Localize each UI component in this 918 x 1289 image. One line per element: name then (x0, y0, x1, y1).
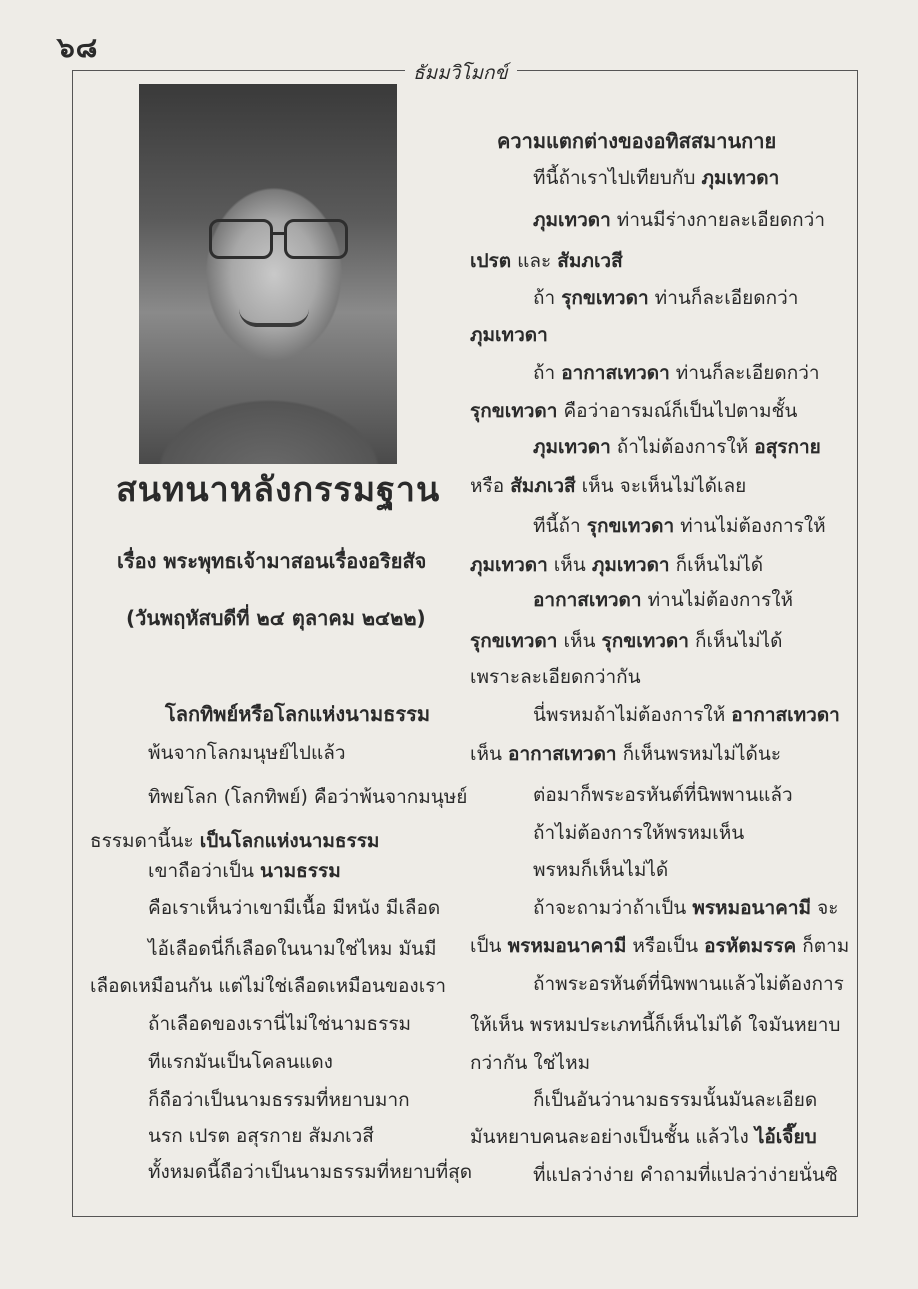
running-header: ธัมมวิโมกข์ (413, 62, 508, 84)
text-run: หรือ (470, 475, 511, 497)
glasses-right-lens (284, 219, 348, 259)
text-line (470, 246, 623, 276)
text-run: หรือเป็น (626, 935, 705, 957)
text-line (470, 320, 548, 350)
text-run: คือว่าอารมณ์ก็เป็นไปตามชั้น (557, 400, 798, 422)
text-line (533, 969, 844, 999)
smile (239, 309, 309, 327)
text-run: ท่านมีร่างกายละเอียดกว่า (610, 209, 826, 231)
text-line (533, 511, 826, 541)
text-run: จะ (811, 897, 839, 919)
text-line (470, 396, 797, 426)
left-section-heading: โลกทิพย์หรือโลกแห่งนามธรรม (165, 702, 431, 726)
text-run: นรก เปรต อสุรกาย สัมภเวสี (148, 1125, 374, 1147)
text-run: ท่านก็ละเอียดกว่า (669, 362, 820, 384)
bold-term: สัมภเวสี (557, 250, 623, 272)
article-subtitle: เรื่อง พระพุทธเจ้ามาสอนเรื่องอริยสัจ (117, 549, 427, 573)
text-run: เขาถือว่าเป็น (148, 860, 260, 882)
text-line (148, 856, 341, 886)
text-line (470, 1048, 590, 1078)
text-run: ให้เห็น พรหมประเภทนี้ก็เห็นไม่ได้ ใจมันหยาบ (470, 1014, 841, 1036)
text-line (533, 1085, 817, 1115)
text-line (533, 893, 838, 923)
text-line (148, 738, 346, 768)
text-run: กว่ากัน ใช่ไหม (470, 1052, 591, 1074)
bold-term: รุกขเทวดา (470, 400, 558, 422)
bold-term: อากาสเทวดา (533, 589, 642, 611)
text-line (148, 934, 437, 964)
text-run: มันหยาบคนละอย่างเป็นชั้น แล้วไง (470, 1126, 755, 1148)
text-line (533, 432, 821, 462)
text-line (470, 1010, 840, 1040)
text-line (470, 626, 782, 656)
text-run: และ (511, 250, 558, 272)
text-run: เลือดเหมือนกัน แต่ไม่ใช่เลือดเหมือนของเรา (90, 975, 447, 997)
text-line (470, 931, 849, 961)
bold-term: ไอ้เจี๊ยบ (754, 1126, 817, 1148)
text-run: ถ้าจะถามว่าถ้าเป็น (533, 897, 693, 919)
text-run: เห็น (557, 630, 602, 652)
text-line (533, 585, 793, 615)
bold-term: เป็นโลกแห่งนามธรรม (199, 830, 380, 852)
text-run: ต่อมาก็พระอรหันต์ที่นิพพานแล้ว (533, 784, 793, 806)
text-line (148, 1047, 333, 1077)
text-line (90, 971, 446, 1001)
text-run: ก็ถือว่าเป็นนามธรรมที่หยาบมาก (148, 1089, 410, 1111)
text-run: ท่านก็ละเอียดกว่า (648, 287, 799, 309)
text-line (533, 780, 793, 810)
text-run: เห็น จะเห็นไม่ได้เลย (575, 475, 747, 497)
text-run: ทิพยโลก (โลกทิพย์) คือว่าพ้นจากมนุษย์ (148, 786, 468, 808)
text-run: นี่พรหมถ้าไม่ต้องการให้ (533, 704, 732, 726)
text-run: ทีนี้ถ้า (533, 515, 587, 537)
bold-term: พรหมอนาคามี (692, 897, 812, 919)
article-date: (วันพฤหัสบดีที่ ๒๔ ตุลาคม ๒๔๒๒) (126, 606, 426, 630)
text-run: ก็เป็นอันว่านามธรรมนั้นมันละเอียด (533, 1089, 818, 1111)
article-title: สนทนาหลังกรรมฐาน (116, 470, 441, 510)
bold-term: รุกขเทวดา (561, 287, 649, 309)
text-run: ก็ตาม (796, 935, 850, 957)
text-line (470, 1122, 817, 1152)
text-run: ก็เห็นไม่ได้ (669, 554, 764, 576)
bold-term: ภุมเทวดา (533, 209, 611, 231)
text-run: ก็เห็นพรหมไม่ได้นะ (616, 743, 782, 765)
text-run: พรหมก็เห็นไม่ได้ (533, 859, 669, 881)
text-line (90, 826, 379, 856)
bold-term: รุกขเทวดา (601, 630, 689, 652)
text-run: ท่านไม่ต้องการให้ (674, 515, 826, 537)
bold-term: พรหมอนาคามี (507, 935, 627, 957)
bold-term: เปรต (470, 250, 512, 272)
glasses-bridge (270, 232, 286, 235)
text-run: เห็น (470, 743, 509, 765)
text-line (533, 358, 820, 388)
text-run: เป็น (470, 935, 508, 957)
text-run: ถ้าไม่ต้องการให้ (610, 436, 755, 458)
text-line (470, 550, 763, 580)
page-number: ๖๘ (57, 31, 99, 64)
text-line (148, 782, 467, 812)
text-line (533, 205, 825, 235)
text-line (470, 662, 641, 692)
right-section-heading: ความแตกต่างของอทิสสมานกาย (497, 129, 777, 153)
text-line (533, 818, 744, 848)
bold-term: ภุมเทวดา (533, 436, 611, 458)
text-line (533, 855, 668, 885)
text-line (533, 700, 840, 730)
bold-term: อากาสเทวดา (731, 704, 840, 726)
text-line (533, 163, 779, 193)
text-line (148, 1085, 410, 1115)
text-line (148, 1157, 472, 1187)
bold-term: อากาสเทวดา (508, 743, 617, 765)
text-run: ก็เห็นไม่ได้ (688, 630, 783, 652)
text-run: ถ้า (533, 362, 562, 384)
text-line (533, 1160, 838, 1190)
text-run: ทีแรกมันเป็นโคลนแดง (148, 1051, 333, 1073)
text-run: ถ้าไม่ต้องการให้พรหมเห็น (533, 822, 745, 844)
bold-term: ภุมเทวดา (470, 324, 548, 346)
text-run: ทีนี้ถ้าเราไปเทียบกับ (533, 167, 702, 189)
text-run: พ้นจากโลกมนุษย์ไปแล้ว (148, 742, 346, 764)
text-line (470, 471, 746, 501)
bold-term: รุกขเทวดา (470, 630, 558, 652)
text-run: ท่านไม่ต้องการให้ (641, 589, 794, 611)
text-line (470, 739, 781, 769)
bold-term: อากาสเทวดา (561, 362, 670, 384)
bold-term: รุกขเทวดา (586, 515, 675, 537)
text-line (148, 893, 440, 923)
text-run: ทั้งหมดนี้ถือว่าเป็นนามธรรมที่หยาบที่สุด (148, 1161, 473, 1183)
bold-term: อสุรกาย (754, 436, 821, 458)
bold-term: ภุมเทวดา (701, 167, 780, 189)
bold-term: ภุมเทวดา (470, 554, 548, 576)
text-run: ที่แปลว่าง่าย คำถามที่แปลว่าง่ายนั่นซิ (533, 1164, 838, 1186)
bold-term: ภุมเทวดา (591, 554, 670, 576)
text-line (533, 283, 798, 313)
text-run: คือเราเห็นว่าเขามีเนื้อ มีหนัง มีเลือด (148, 897, 441, 919)
text-run: ธรรมดานี้นะ (90, 830, 200, 852)
text-run: ไอ้เลือดนี่ก็เลือดในนามใช่ไหม มันมี (148, 938, 437, 960)
text-run: ถ้าเลือดของเรานี่ไม่ใช่นามธรรม (148, 1013, 412, 1035)
glasses-left-lens (209, 219, 273, 259)
text-line (148, 1009, 411, 1039)
text-line (148, 1121, 374, 1151)
bold-term: นามธรรม (260, 860, 341, 882)
text-run: เห็น (547, 554, 592, 576)
text-run: เพราะละเอียดกว่ากัน (470, 666, 641, 688)
bold-term: อรหัตมรรค (704, 935, 797, 957)
monk-portrait-photo (139, 84, 397, 464)
text-run: ถ้าพระอรหันต์ที่นิพพานแล้วไม่ต้องการ (533, 973, 844, 995)
bold-term: สัมภเวสี (510, 475, 576, 497)
text-run: ถ้า (533, 287, 562, 309)
